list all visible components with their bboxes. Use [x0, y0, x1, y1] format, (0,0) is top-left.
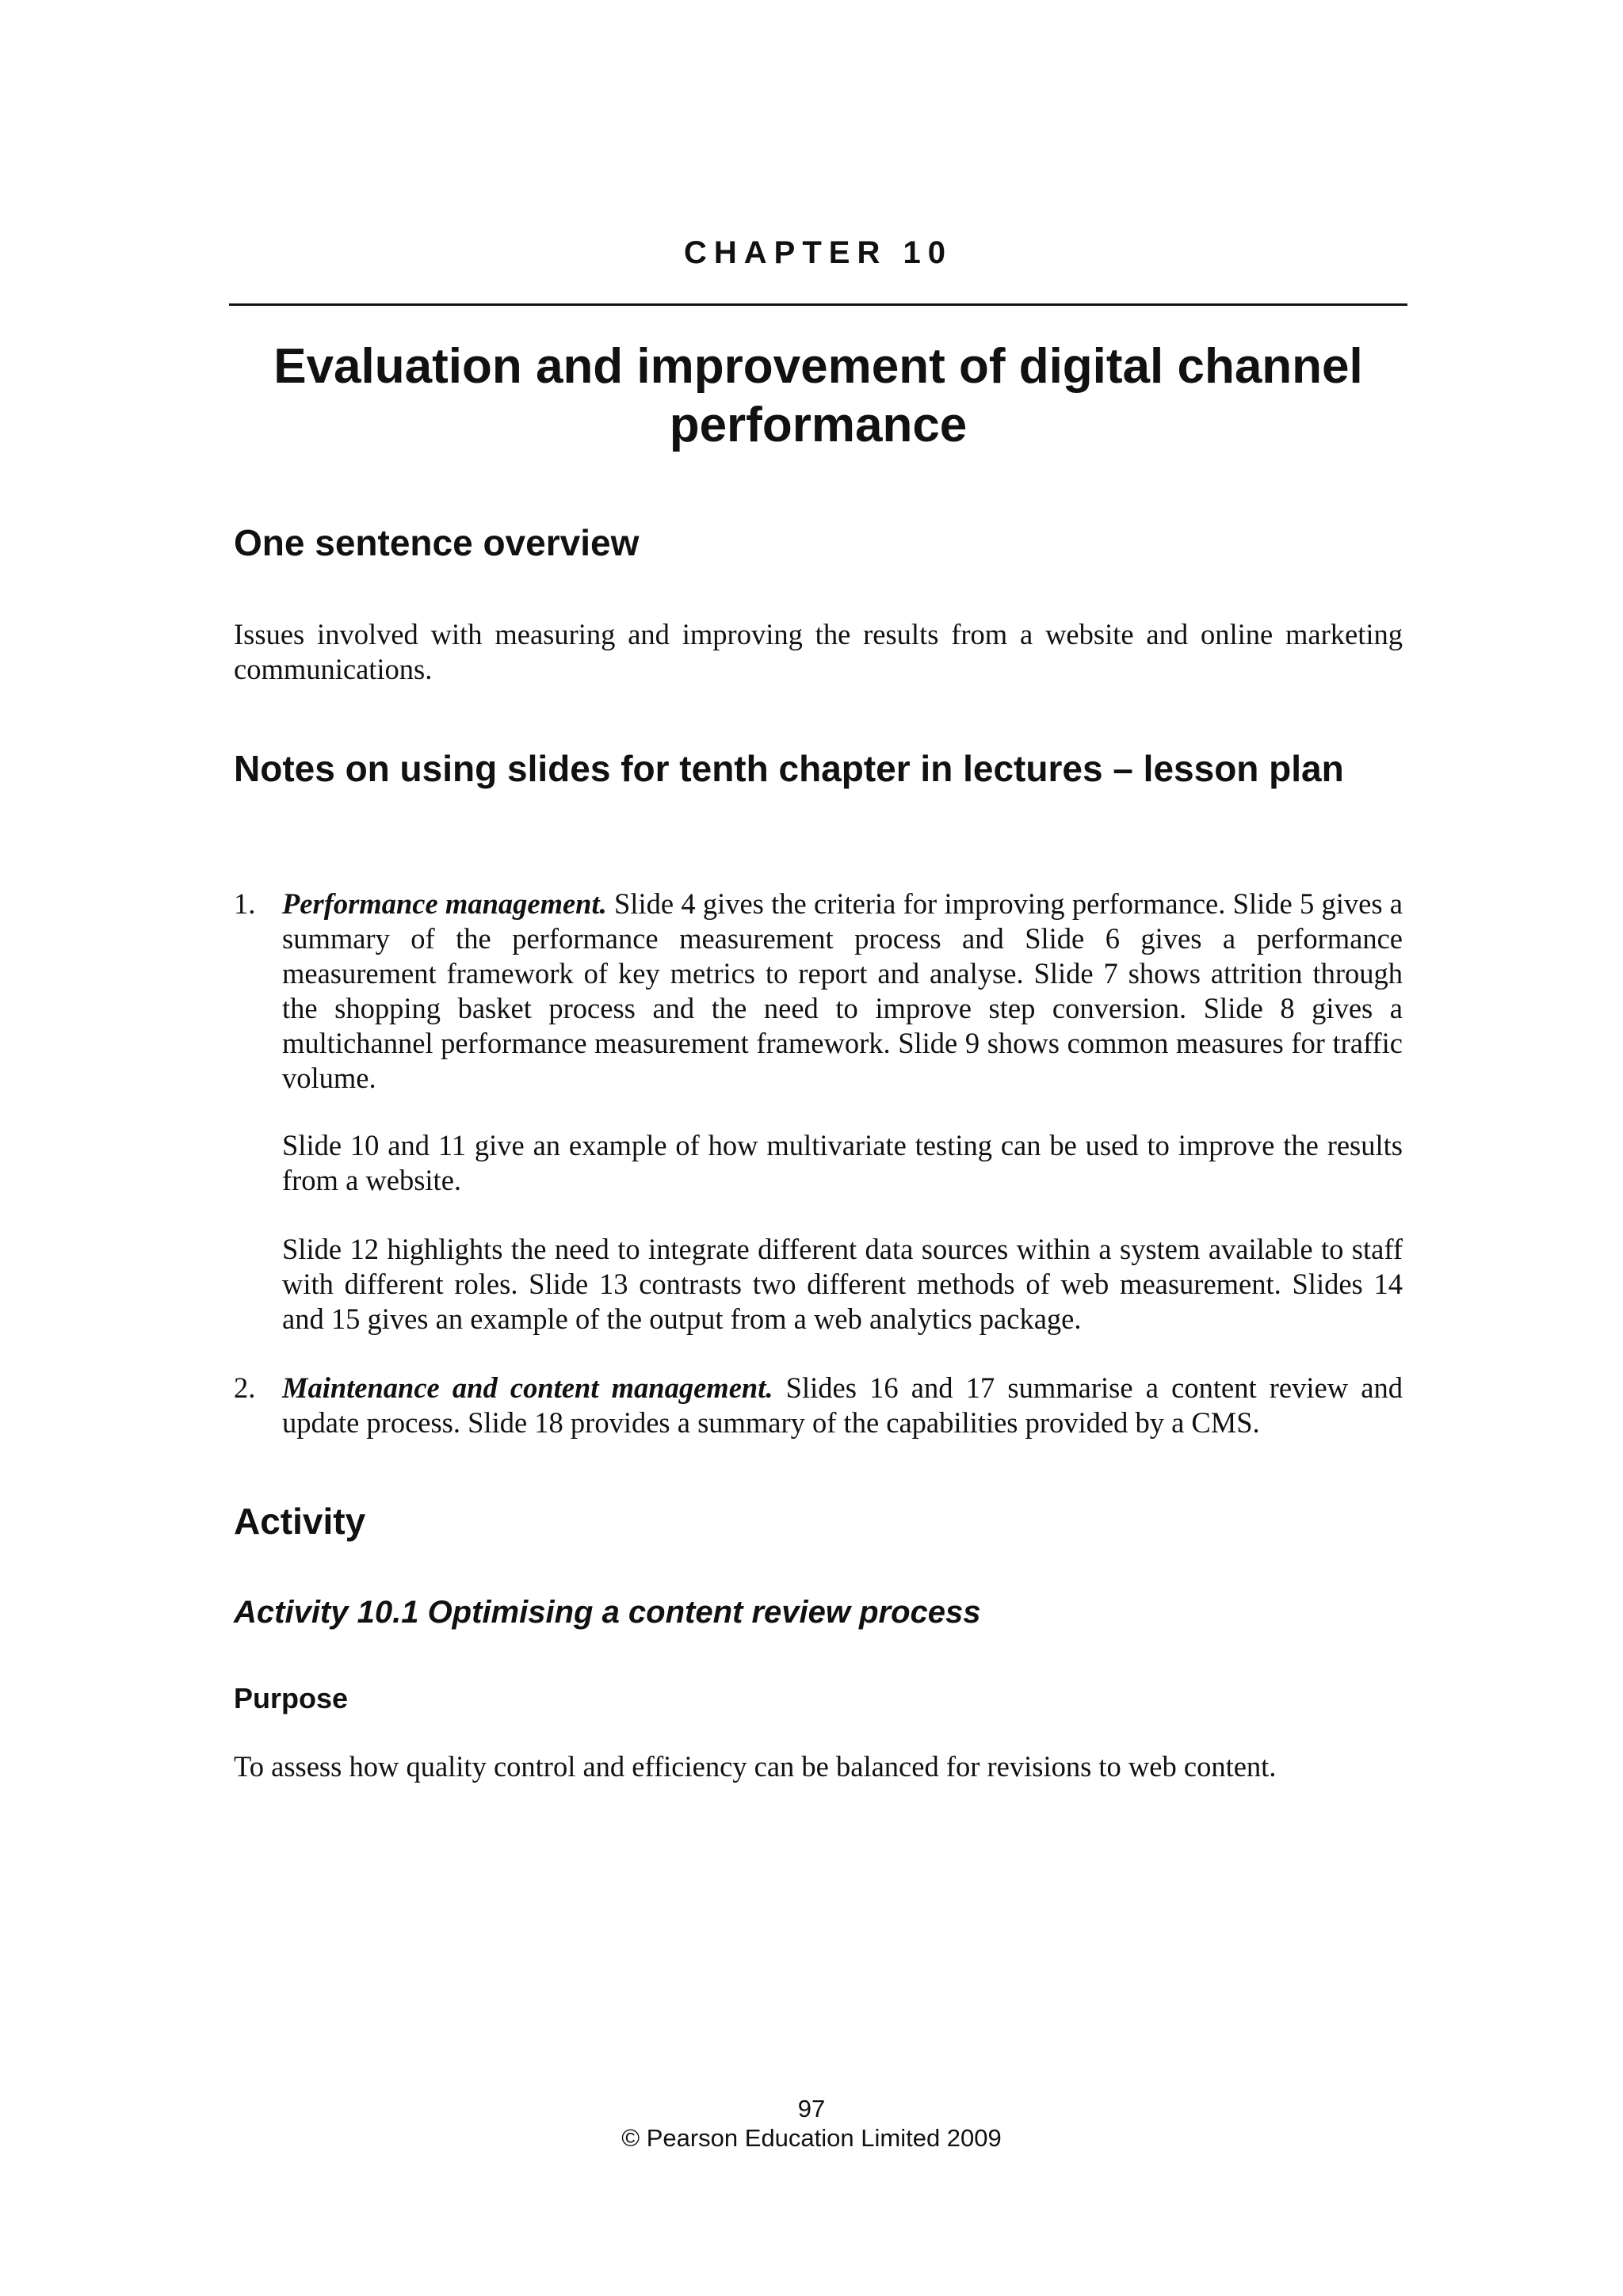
activity-heading: Activity: [234, 1501, 366, 1542]
list-item-paragraph: Slide 12 highlights the need to integrate different data sources within a system available to staff with different roles. Slide 13 contrasts two different methods of web measurement. Slides 14 and 15 gives an example of the output from a web analytics package.: [282, 1233, 1403, 1335]
page-footer: [0, 2094, 1623, 2153]
activity-subheading: Activity 10.1 Optimising a content review process: [234, 1595, 981, 1630]
list-item-lead: Performance management.: [282, 887, 607, 920]
list-number: 1.: [234, 887, 256, 920]
list-number: 2.: [234, 1371, 256, 1404]
chapter-label: CHAPTER 10: [684, 235, 953, 270]
purpose-heading: Purpose: [234, 1682, 349, 1714]
list-item-lead: Maintenance and content management.: [282, 1371, 773, 1404]
notes-heading: Notes on using slides for tenth chapter in lectures – lesson plan: [234, 748, 1344, 789]
list-item-body: [282, 887, 1403, 1096]
list-item-text: Slides 16 and 17 summarise a content review and update process. Slide 18 provides a summary of the capabilities provided by a CMS.: [282, 1371, 1403, 1439]
overview-text: Issues involved with measuring and improving the results from a website and online marketing communications.: [234, 618, 1403, 685]
purpose-text: To assess how quality control and efficiency can be balanced for revisions to web content.: [234, 1750, 1277, 1783]
copyright-notice: © Pearson Education Limited 2009: [621, 2124, 1002, 2152]
chapter-divider: [229, 303, 1407, 306]
list-item-text: Slide 4 gives the criteria for improving performance. Slide 5 gives a summary of the performance measurement process and Slide 6 gives a performance measurement framework of key metrics to report and analyse. Slide 7 shows attrition through the shopping basket process and the need to improve step conversion. Slide 8 gives a multichannel performance measurement framework. Slide 9 shows common measures for traffic volume.: [282, 887, 1403, 1094]
list-item-body: [282, 1371, 1403, 1440]
chapter-title: Evaluation and improvement of digital channel performance: [273, 339, 1363, 452]
list-item-paragraph: Slide 10 and 11 give an example of how multivariate testing can be used to improve the results from a website.: [282, 1129, 1403, 1196]
page-number: 97: [797, 2095, 826, 2122]
overview-heading: One sentence overview: [234, 522, 640, 563]
